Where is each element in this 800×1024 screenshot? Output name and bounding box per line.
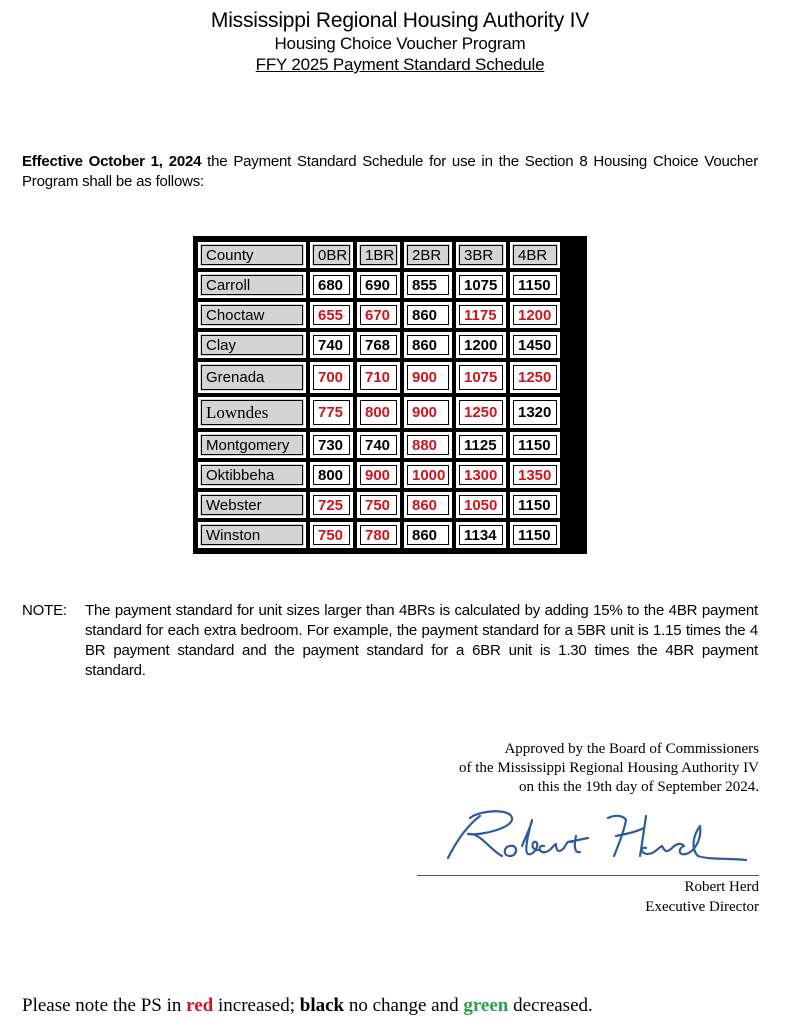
note-label: NOTE: bbox=[22, 602, 67, 619]
payment-standard-value: 1000 bbox=[404, 462, 452, 488]
legend-prefix: Please note the PS in bbox=[22, 995, 187, 1016]
payment-standard-value: 1150 bbox=[510, 522, 560, 548]
payment-standard-value: 1250 bbox=[510, 362, 560, 393]
program-title: Housing Choice Voucher Program bbox=[274, 34, 526, 53]
payment-standard-value: 725 bbox=[310, 492, 353, 518]
payment-standard-value: 1150 bbox=[510, 492, 560, 518]
county-name: Montgomery bbox=[198, 432, 306, 458]
payment-standard-value: 880 bbox=[404, 432, 452, 458]
payment-standard-value: 1200 bbox=[510, 302, 560, 328]
payment-standard-value: 680 bbox=[310, 272, 353, 298]
payment-standard-value: 1300 bbox=[456, 462, 506, 488]
payment-standard-value: 855 bbox=[404, 272, 452, 298]
payment-standard-value: 1075 bbox=[456, 362, 506, 393]
intro-paragraph bbox=[22, 152, 758, 192]
payment-standard-grid bbox=[198, 242, 582, 548]
color-legend-note bbox=[22, 994, 593, 1018]
payment-standard-value: 740 bbox=[357, 432, 400, 458]
county-name: Grenada bbox=[198, 362, 306, 393]
payment-standard-value: 900 bbox=[404, 397, 452, 428]
payment-standard-value: 1320 bbox=[510, 397, 560, 428]
legend-green-word: green bbox=[463, 995, 509, 1016]
approval-line-1: Approved by the Board of Commissioners bbox=[504, 741, 759, 757]
county-name: Oktibbeha bbox=[198, 462, 306, 488]
payment-standard-value: 900 bbox=[357, 462, 400, 488]
payment-standard-value: 900 bbox=[404, 362, 452, 393]
effective-date: Effective October 1, 2024 bbox=[22, 153, 202, 170]
county-name: Webster bbox=[198, 492, 306, 518]
header-1br: 1BR bbox=[357, 242, 400, 268]
legend-suffix: decreased. bbox=[508, 995, 593, 1016]
payment-standard-value: 768 bbox=[357, 332, 400, 358]
payment-standard-value: 655 bbox=[310, 302, 353, 328]
note-section bbox=[22, 601, 758, 681]
payment-standard-value: 780 bbox=[357, 522, 400, 548]
schedule-title: FFY 2025 Payment Standard Schedule bbox=[255, 55, 545, 74]
payment-standard-value: 860 bbox=[404, 332, 452, 358]
payment-standard-value: 750 bbox=[357, 492, 400, 518]
payment-standard-value: 1175 bbox=[456, 302, 506, 328]
county-name: Carroll bbox=[198, 272, 306, 298]
payment-standard-value: 1250 bbox=[456, 397, 506, 428]
legend-black-word: black bbox=[299, 995, 345, 1016]
payment-standard-value: 670 bbox=[357, 302, 400, 328]
payment-standard-value: 1200 bbox=[456, 332, 506, 358]
county-name: Choctaw bbox=[198, 302, 306, 328]
payment-standard-value: 1150 bbox=[510, 432, 560, 458]
payment-standard-value: 1075 bbox=[456, 272, 506, 298]
legend-mid-2: no change and bbox=[344, 995, 464, 1016]
note-text: The payment standard for unit sizes larger than 4BRs is calculated by adding 15% to the 4BR payment standard for each extra bedroom. For example, the payment standard for a 5BR unit is 1.15 times the 4 BR payment standard and the payment standard for a 6BR unit is 1.30 times the 4BR payment standard. bbox=[85, 602, 758, 679]
payment-standard-value: 1150 bbox=[510, 272, 560, 298]
county-name: Clay bbox=[198, 332, 306, 358]
organization-title: Mississippi Regional Housing Authority IV bbox=[210, 9, 590, 32]
header-2br: 2BR bbox=[404, 242, 452, 268]
document-header bbox=[0, 8, 800, 75]
payment-standard-value: 860 bbox=[404, 492, 452, 518]
payment-standard-value: 740 bbox=[310, 332, 353, 358]
county-name: Lowndes bbox=[198, 397, 306, 428]
payment-standard-value: 860 bbox=[404, 302, 452, 328]
payment-standard-value: 1050 bbox=[456, 492, 506, 518]
signer-title: Executive Director bbox=[645, 899, 759, 915]
intro-text: the Payment Standard Schedule for use in the Section 8 Housing Choice Voucher Program shall be as follows: bbox=[22, 153, 758, 190]
payment-standard-value: 710 bbox=[357, 362, 400, 393]
payment-standard-value: 700 bbox=[310, 362, 353, 393]
approval-statement bbox=[359, 740, 759, 797]
payment-standard-value: 750 bbox=[310, 522, 353, 548]
legend-mid-1: increased; bbox=[213, 995, 300, 1016]
signature-line bbox=[417, 875, 759, 876]
signer-name: Robert Herd bbox=[684, 879, 759, 895]
payment-standard-value: 1450 bbox=[510, 332, 560, 358]
payment-standard-value: 1350 bbox=[510, 462, 560, 488]
payment-standard-table bbox=[193, 236, 587, 554]
payment-standard-value: 730 bbox=[310, 432, 353, 458]
payment-standard-value: 1134 bbox=[456, 522, 506, 548]
payment-standard-value: 775 bbox=[310, 397, 353, 428]
header-3br: 3BR bbox=[456, 242, 506, 268]
header-0br: 0BR bbox=[310, 242, 353, 268]
payment-standard-value: 800 bbox=[357, 397, 400, 428]
signature-icon bbox=[440, 806, 750, 870]
header-county: County bbox=[198, 242, 306, 268]
payment-standard-value: 860 bbox=[404, 522, 452, 548]
approval-line-3: on this the 19th day of September 2024. bbox=[519, 779, 759, 795]
legend-red-word: red bbox=[186, 995, 214, 1016]
county-name: Winston bbox=[198, 522, 306, 548]
payment-standard-value: 1125 bbox=[456, 432, 506, 458]
header-4br: 4BR bbox=[510, 242, 560, 268]
payment-standard-value: 800 bbox=[310, 462, 353, 488]
payment-standard-value: 690 bbox=[357, 272, 400, 298]
approval-line-2: of the Mississippi Regional Housing Authority IV bbox=[459, 760, 759, 776]
signer-block bbox=[645, 877, 759, 917]
